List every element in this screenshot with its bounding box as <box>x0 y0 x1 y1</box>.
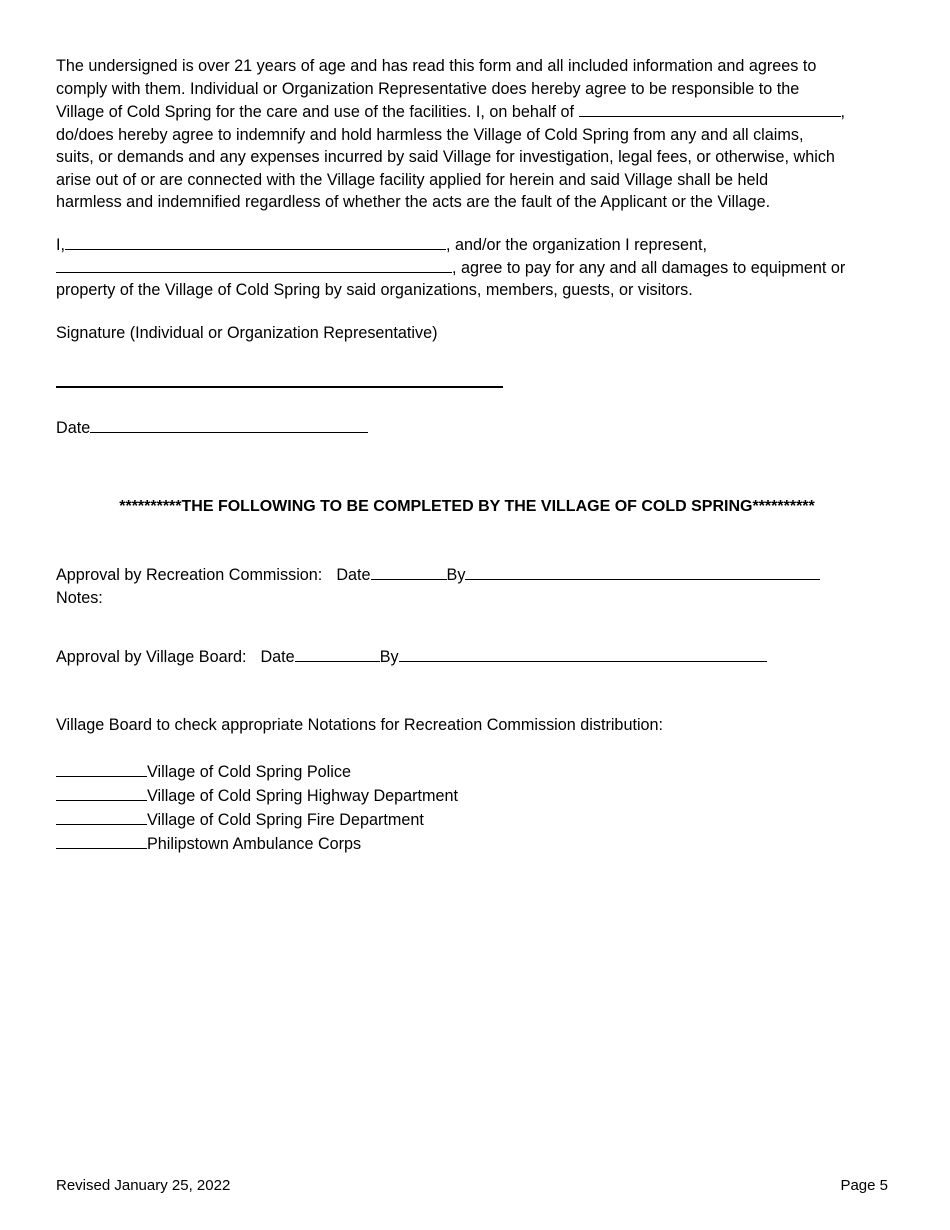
distribution-item <box>56 833 361 855</box>
village-board-by-blank[interactable] <box>399 648 767 662</box>
indemnity-line-5: suits, or demands and any expenses incurred by said Village for investigation, legal fees, or otherwise, which <box>56 148 835 166</box>
village-board-date-blank[interactable] <box>295 648 380 662</box>
rec-commission-notes-label: Notes: <box>56 589 103 607</box>
damages-line-2 <box>56 257 845 279</box>
rec-commission-by-label: By <box>446 566 466 584</box>
indemnity-line-2: comply with them. Individual or Organization Representative does hereby agree to be responsible to the <box>56 80 800 98</box>
village-board-label: Approval by Village Board: <box>56 648 247 666</box>
signature-date-row <box>56 417 368 439</box>
village-board-by-label: By <box>379 648 399 666</box>
individual-name-blank[interactable] <box>65 236 446 250</box>
on-behalf-of-blank[interactable] <box>579 103 841 117</box>
indemnity-line-1: The undersigned is over 21 years of age and has read this form and all included information and agrees to <box>56 57 817 75</box>
signature-date-blank[interactable] <box>90 419 368 433</box>
distribution-item <box>56 809 424 831</box>
village-board-date-label: Date <box>260 648 295 666</box>
distribution-check-blank-highway[interactable] <box>56 787 147 801</box>
distribution-check-blank-ambulance[interactable] <box>56 835 147 849</box>
distribution-item <box>56 761 351 783</box>
organization-name-blank[interactable] <box>56 259 452 273</box>
damages-line-2-suffix: , agree to pay for any and all damages to equipment or <box>452 259 846 277</box>
distribution-instruction: Village Board to check appropriate Notations for Recreation Commission distribution: <box>56 716 664 734</box>
distribution-item-label: Village of Cold Spring Fire Department <box>147 811 424 829</box>
distribution-item-label: Village of Cold Spring Highway Department <box>147 787 459 805</box>
signature-label: Signature (Individual or Organization Representative) <box>56 324 438 342</box>
damages-line-1-prefix: I, <box>56 236 65 254</box>
rec-commission-row <box>56 564 820 586</box>
rec-commission-date-label: Date <box>336 566 371 584</box>
indemnity-line-7: harmless and indemnified regardless of whether the acts are the fault of the Applicant or the Village. <box>56 193 771 211</box>
footer-revised-date: Revised January 25, 2022 <box>56 1177 231 1194</box>
signature-date-label: Date <box>56 419 91 437</box>
village-board-row <box>56 646 767 668</box>
footer-page-number: Page 5 <box>840 1177 888 1194</box>
distribution-check-blank-fire[interactable] <box>56 811 147 825</box>
indemnity-line-3-comma: , <box>840 103 846 121</box>
indemnity-line-6: arise out of or are connected with the Village facility applied for herein and said Village shall be held <box>56 171 769 189</box>
distribution-check-blank-police[interactable] <box>56 763 147 777</box>
distribution-item <box>56 785 458 807</box>
distribution-item-label: Philipstown Ambulance Corps <box>147 835 362 853</box>
damages-line-1 <box>56 234 707 256</box>
rec-commission-date-blank[interactable] <box>371 566 447 580</box>
indemnity-line-3-text: Village of Cold Spring for the care and use of the facilities. I, on behalf of <box>56 103 579 121</box>
indemnity-line-3 <box>56 101 845 123</box>
indemnity-line-4: do/does hereby agree to indemnify and hold harmless the Village of Cold Spring from any and all claims, <box>56 126 804 144</box>
distribution-item-label: Village of Cold Spring Police <box>147 763 351 781</box>
damages-line-1-suffix: , and/or the organization I represent, <box>446 236 707 254</box>
rec-commission-label: Approval by Recreation Commission: <box>56 566 323 584</box>
village-section-heading: **********THE FOLLOWING TO BE COMPLETED BY THE VILLAGE OF COLD SPRING********** <box>119 498 815 515</box>
damages-line-3: property of the Village of Cold Spring by said organizations, members, guests, or visitors. <box>56 281 693 299</box>
rec-commission-by-blank[interactable] <box>465 566 820 580</box>
signature-line[interactable] <box>56 386 503 388</box>
